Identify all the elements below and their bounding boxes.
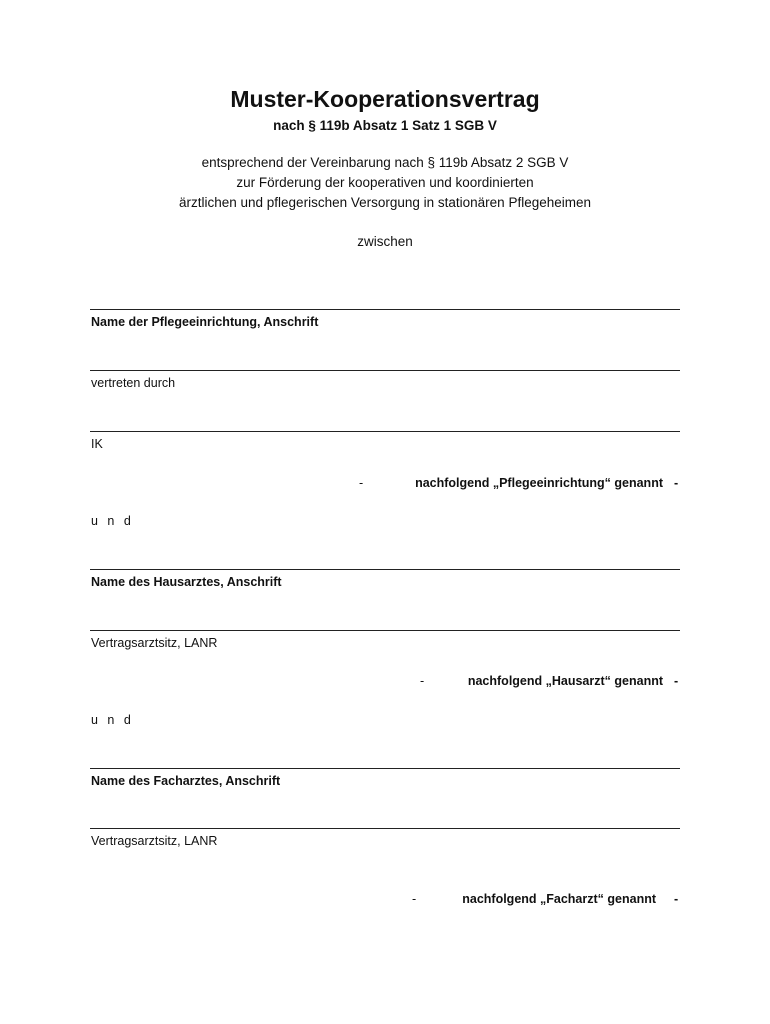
party1-designation: nachfolgend „Pflegeeinrichtung“ genannt (415, 476, 663, 490)
party1-dash-left: - (359, 476, 364, 490)
document-subtitle: nach § 119b Absatz 1 Satz 1 SGB V (273, 118, 497, 133)
intro-line-2: zur Förderung der kooperativen und koordinierten (236, 175, 534, 190)
party1-dash-right: - (674, 476, 679, 490)
party3-dash-left: - (412, 892, 417, 906)
party2-designation: nachfolgend „Hausarzt“ genannt (467, 674, 663, 688)
party3-seat-label: Vertragsarztsitz, LANR (91, 834, 218, 848)
party2-dash-left: - (420, 674, 425, 688)
document-title: Muster-Kooperationsvertrag (230, 86, 540, 112)
party3-seat-line (90, 828, 680, 829)
intro-line-1: entsprechend der Vereinbarung nach § 119b Absatz 2 SGB V (201, 155, 569, 170)
party3-dash-right: - (674, 892, 679, 906)
connector-und-1: u n d (91, 514, 134, 528)
party2-name-line (90, 569, 680, 570)
party2-seat-line (90, 630, 680, 631)
party2-name-label: Name des Hausarztes, Anschrift (91, 575, 282, 589)
party1-name-label: Name der Pflegeeinrichtung, Anschrift (91, 315, 319, 329)
party3-name-label: Name des Facharztes, Anschrift (91, 774, 281, 788)
party1-represented-line (90, 370, 680, 371)
party2-dash-right: - (674, 674, 679, 688)
party1-represented-label: vertreten durch (91, 376, 176, 390)
party1-ik-label: IK (91, 437, 103, 451)
connector-und-2: u n d (91, 713, 134, 727)
party1-name-line (90, 309, 680, 310)
party3-name-line (90, 768, 680, 769)
party2-seat-label: Vertragsarztsitz, LANR (91, 636, 218, 650)
party1-ik-line (90, 431, 680, 432)
between-text: zwischen (357, 234, 413, 249)
intro-line-3: ärztlichen und pflegerischen Versorgung in stationären Pflegeheimen (178, 195, 591, 210)
party3-designation: nachfolgend „Facharzt“ genannt (462, 892, 656, 906)
